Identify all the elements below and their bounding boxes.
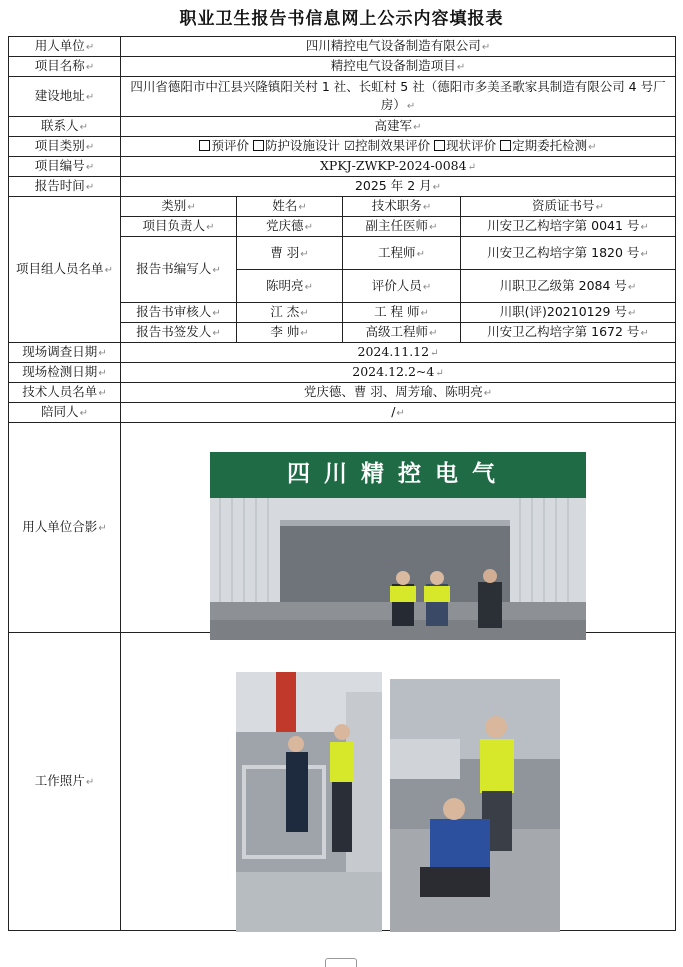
group-photo	[210, 452, 586, 640]
row-survey-date: 现场调查日期↵ 2024.11.12↵	[9, 343, 676, 363]
writer-title: 评价人员	[371, 277, 422, 293]
signer-cert: 川安卫乙构培字第 1672 号	[487, 324, 640, 339]
group-photo-label: 用人单位合影	[22, 519, 98, 534]
escort-label: 陪同人	[41, 404, 79, 419]
checkbox-icon	[434, 140, 445, 151]
employer-label: 用人单位	[34, 38, 85, 53]
contact-label: 联系人	[41, 118, 79, 133]
writer-role: 报告书编写人	[136, 261, 212, 276]
work-photo-left-image	[236, 672, 382, 932]
reviewer-cert: 川职(评)20210129 号	[499, 304, 627, 319]
survey-date-label: 现场调查日期	[22, 344, 98, 359]
row-category: 项目类别↵ 预评价 防护设施设计 ☑控制效果评价 现状评价 定期委托检测↵	[9, 137, 676, 157]
team-table	[120, 196, 676, 343]
writer-cert: 川安卫乙构培字第 1820 号	[487, 244, 640, 260]
project-name-label: 项目名称	[34, 58, 85, 73]
row-escort: 陪同人↵ /↵	[9, 403, 676, 423]
row-report-time: 报告时间↵ 2025 年 2 月↵	[9, 177, 676, 197]
table-row: 陈明亮↵ 评价人员↵ 川职卫乙级第 2084 号↵	[121, 270, 676, 303]
team-label: 项目组人员名单	[16, 261, 104, 276]
row-team: 项目组人员名单↵ 类别↵ 姓名↵ 技术职务↵ 资质证书号↵ 项目负责人↵ 党庆德↵ 副主任医师↵ 川安卫乙构培字第 0041 号↵ 报告书编写人↵ 曹 羽↵ 工程师↵ 川安卫乙构培字第 1820 号↵ 陈明亮↵ 评价人员↵ 川职卫乙级第 2084 号↵ 报告书审核人↵ 江 杰↵ 工 程 师↵ 川职(评)20210129 号↵ 报告书签发人↵ 李 帅↵ 高级工程师↵ 川安卫乙构培字第 1672 号↵	[9, 197, 676, 343]
reviewer-name: 江 杰	[270, 304, 300, 319]
writer-cert: 川职卫乙级第 2084 号	[499, 277, 627, 293]
row-employer: 用人单位↵ 四川精控电气设备制造有限公司↵	[9, 37, 676, 57]
employer-value: 四川精控电气设备制造有限公司	[305, 38, 481, 53]
team-header-row: 类别↵ 姓名↵ 技术职务↵ 资质证书号↵	[121, 197, 676, 217]
row-project-name: 项目名称↵ 精控电气设备制造项目↵	[9, 57, 676, 77]
work-photo-label: 工作照片	[34, 773, 85, 788]
project-no-label: 项目编号	[34, 158, 85, 173]
row-tech-staff: 技术人员名单↵ 党庆德、曹 羽、周芳瑜、陈明亮↵	[9, 383, 676, 403]
tech-staff-label: 技术人员名单	[22, 384, 98, 399]
checked-box-icon: ☑	[343, 138, 356, 153]
writer-name: 曹 羽	[270, 244, 300, 260]
work-photo-right-image	[390, 679, 560, 932]
work-photo-left	[236, 672, 382, 932]
row-contact: 联系人↵ 高建军↵	[9, 117, 676, 137]
form-title: 职业卫生报告书信息网上公示内容填报表	[179, 9, 504, 29]
team-header-cert: 资质证书号	[532, 198, 595, 213]
reviewer-role: 报告书审核人	[136, 304, 212, 319]
checkbox-icon	[253, 140, 264, 151]
table-row: 项目负责人↵ 党庆德↵ 副主任医师↵ 川安卫乙构培字第 0041 号↵	[121, 217, 676, 237]
category-label: 项目类别	[34, 138, 85, 153]
table-row: 报告书签发人↵ 李 帅↵ 高级工程师↵ 川安卫乙构培字第 1672 号↵	[121, 323, 676, 343]
category-option[interactable]: 防护设施设计	[253, 138, 340, 153]
category-option[interactable]: 定期委托检测	[500, 138, 587, 153]
page-marker	[325, 958, 357, 967]
row-project-no: 项目编号↵ XPKJ-ZWKP-2024-0084↵	[9, 157, 676, 177]
row-address: 建设地址↵ 四川省德阳市中江县兴隆镇阳关村 1 社、长虹村 5 社（德阳市多美圣歌家具制造有限公司 4 号厂房）↵	[9, 77, 676, 117]
checkbox-icon	[500, 140, 511, 151]
category-option[interactable]: 预评价	[199, 138, 249, 153]
signer-role: 报告书签发人	[136, 324, 212, 339]
work-photo-right	[390, 679, 560, 932]
team-header-category: 类别	[161, 198, 187, 213]
project-name-value: 精控电气设备制造项目	[330, 58, 456, 73]
signer-title: 高级工程师	[365, 324, 429, 339]
checkbox-icon	[199, 140, 210, 151]
report-time-label: 报告时间	[34, 178, 85, 193]
team-header-name: 姓名	[272, 198, 298, 213]
team-header-title: 技术职务	[371, 198, 422, 213]
survey-date-value: 2024.11.12	[357, 344, 430, 359]
company-sign: 四川精控电气	[287, 461, 509, 487]
category-option[interactable]: 现状评价	[434, 138, 496, 153]
test-date-value: 2024.12.2~4	[352, 364, 435, 379]
lead-name: 党庆德	[266, 218, 304, 233]
category-option-checked[interactable]: ☑控制效果评价	[343, 138, 431, 153]
contact-value: 高建军	[374, 118, 413, 133]
lead-title: 副主任医师	[365, 218, 429, 233]
row-group-photo: 用人单位合影↵	[9, 423, 676, 633]
row-test-date: 现场检测日期↵ 2024.12.2~4↵	[9, 363, 676, 383]
table-row: 报告书编写人↵ 曹 羽↵ 工程师↵ 川安卫乙构培字第 1820 号↵	[121, 237, 676, 270]
writer-name: 陈明亮	[266, 277, 304, 293]
report-time-value: 2025 年 2 月	[354, 178, 432, 193]
signer-name: 李 帅	[270, 324, 300, 339]
lead-role: 项目负责人	[142, 218, 206, 233]
project-no-value: XPKJ-ZWKP-2024-0084	[320, 158, 467, 173]
table-row: 报告书审核人↵ 江 杰↵ 工 程 师↵ 川职(评)20210129 号↵	[121, 303, 676, 323]
writer-title: 工程师	[378, 244, 416, 260]
reviewer-title: 工 程 师	[374, 304, 420, 319]
row-work-photo: 工作照片↵	[9, 633, 676, 931]
address-value: 四川省德阳市中江县兴隆镇阳关村 1 社、长虹村 5 社（德阳市多美圣歌家具制造有限公司 4 号厂房）	[130, 78, 666, 112]
tech-staff-value: 党庆德、曹 羽、周芳瑜、陈明亮	[303, 384, 483, 399]
category-options: 预评价 防护设施设计 ☑控制效果评价 现状评价 定期委托检测↵	[121, 137, 676, 157]
test-date-label: 现场检测日期	[22, 364, 98, 379]
lead-cert: 川安卫乙构培字第 0041 号	[487, 218, 640, 233]
address-label: 建设地址	[34, 88, 85, 103]
escort-value: /	[391, 404, 396, 419]
